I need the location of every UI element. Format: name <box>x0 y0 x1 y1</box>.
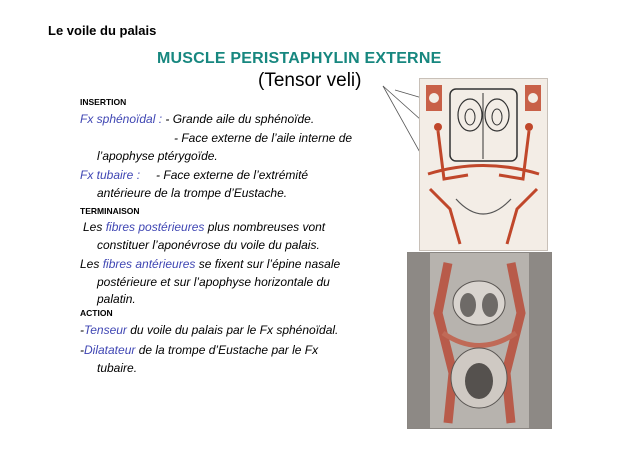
fibres-anterieures: fibres antérieures <box>102 257 196 271</box>
insertion-line-3: l’apophyse ptérygoïde. <box>97 149 218 163</box>
fx-tubaire-label: Fx tubaire : <box>80 168 141 182</box>
terminaison-p2-line3: palatin. <box>97 292 136 306</box>
terminaison-p1-line2: constituer l’aponévrose du voile du palais. <box>97 238 320 252</box>
slide-subtitle: (Tensor veli) <box>258 70 362 91</box>
fibres-posterieures: fibres postérieures <box>105 220 205 234</box>
anatomy-photo-posterior <box>407 252 552 429</box>
coronal-section-illustration <box>420 79 547 250</box>
tenseur-label: Tenseur <box>84 323 127 337</box>
terminaison-heading: TERMINAISON <box>80 206 140 216</box>
terminaison-p1: Les fibres postérieures plus nombreuses vont <box>83 220 326 234</box>
page-header: Le voile du palais <box>48 23 157 38</box>
terminaison-p2: Les fibres antérieures se fixent sur l’épine nasale <box>80 257 341 271</box>
action-line-2: -Dilatateur de la trompe d’Eustache par le Fx <box>80 343 319 357</box>
action-heading: ACTION <box>80 308 113 318</box>
posterior-view-illustration <box>408 253 551 428</box>
anatomy-diagram-coronal <box>419 78 548 251</box>
fx-sphenoidal-label: Fx sphénoïdal : <box>80 112 163 126</box>
insertion-heading: INSERTION <box>80 97 127 107</box>
terminaison-p2-line2: postérieure et sur l’apophyse horizontale du <box>97 275 330 289</box>
insertion-line-2: - Face externe de l’aile interne de <box>174 131 353 145</box>
dilatateur-label: Dilatateur <box>84 343 136 357</box>
insertion-line-5: antérieure de la trompe d’Eustache. <box>97 186 288 200</box>
insertion-line-4: Fx tubaire : - Face externe de l’extrémité <box>80 168 309 182</box>
action-line-3: tubaire. <box>97 361 138 375</box>
action-line-1: -Tenseur du voile du palais par le Fx sphénoïdal. <box>80 323 339 337</box>
insertion-line-1: Fx sphénoïdal : - Grande aile du sphénoïde. <box>80 112 315 126</box>
slide-title: MUSCLE PERISTAPHYLIN EXTERNE <box>157 50 442 67</box>
